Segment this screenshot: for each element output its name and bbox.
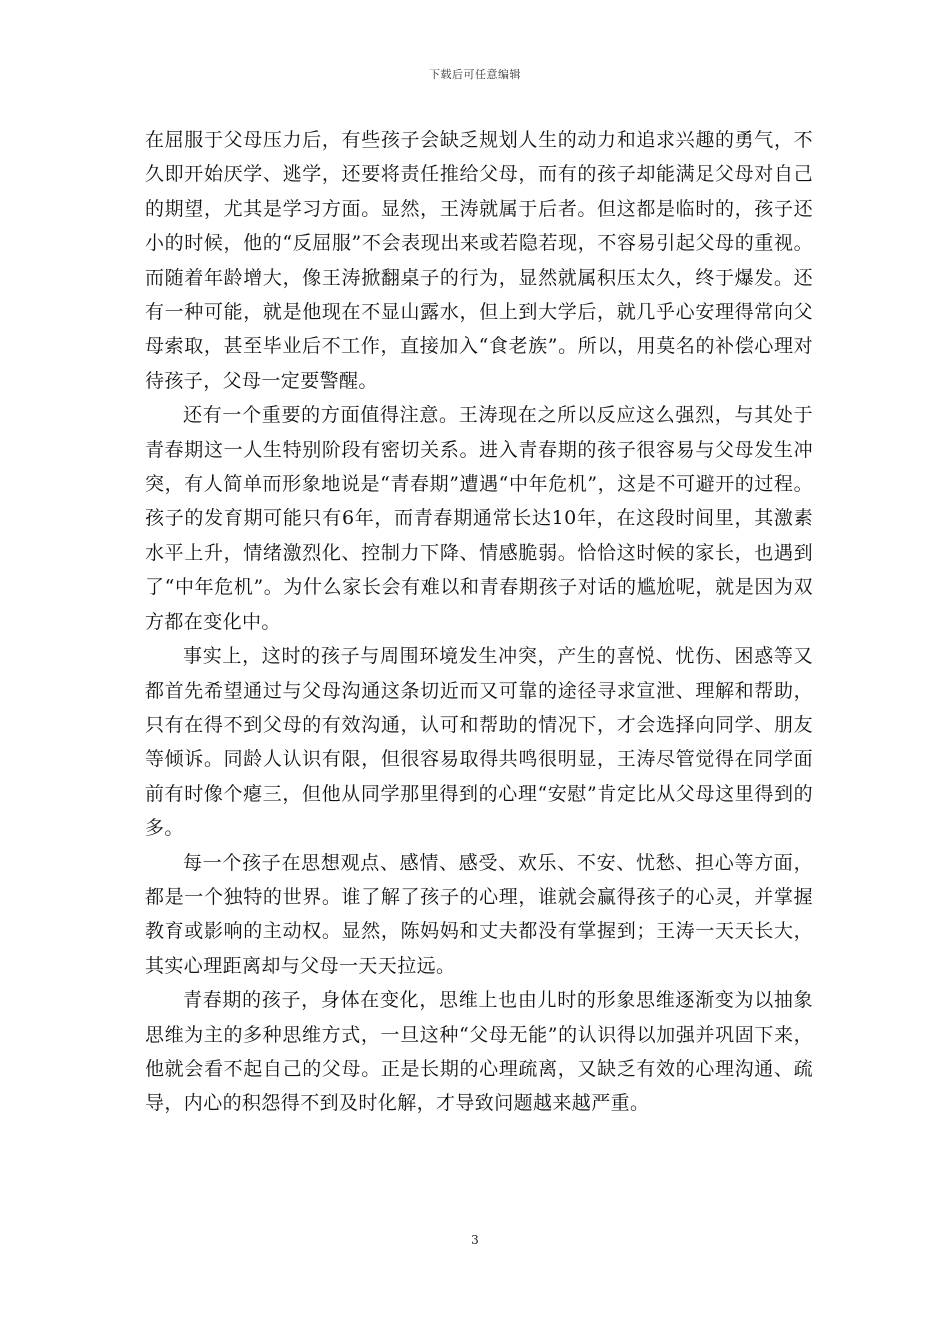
paragraph-4: 每一个孩子在思想观点、感情、感受、欢乐、不安、忧愁、担心等方面，都是一个独特的世界。谁了解了孩子的心理，谁就会赢得孩子的心灵，并掌握教育或影响的主动权。显然，陈妈妈和丈夫都没有掌握到；王涛一天天长大，其实心理距离却与父母一天天拉远。 bbox=[145, 851, 813, 977]
page-header: 下载后可任意编辑 bbox=[429, 68, 521, 81]
paragraph-5: 青春期的孩子，身体在变化，思维上也由儿时的形象思维逐渐变为以抽象思维为主的多种思维方式，一旦这种“父母无能”的认识得以加强并巩固下来，他就会看不起自己的父母。正是长期的心理疏离，又缺乏有效的心理沟通、疏导，内心的积怨得不到及时化解，才导致问题越来越严重。 bbox=[145, 989, 813, 1115]
body-text bbox=[145, 123, 813, 1121]
paragraph-2: 还有一个重要的方面值得注意。王涛现在之所以反应这么强烈，与其处于青春期这一人生特别阶段有密切关系。进入青春期的孩子很容易与父母发生冲突，有人简单而形象地说是“青春期”遭遇“中年危机”，这是不可避开的过程。孩子的发育期可能只有6年，而青春期通常长达10年，在这段时间里，其激素水平上升，情绪激烈化、控制力下降、情感脆弱。恰恰这时候的家长，也遇到了“中年危机”。为什么家长会有难以和青春期孩子对话的尴尬呢，就是因为双方都在变化中。 bbox=[145, 404, 813, 633]
paragraph-3: 事实上，这时的孩子与周围环境发生冲突，产生的喜悦、忧伤、困惑等又都首先希望通过与父母沟通这条切近而又可靠的途径寻求宣泄、理解和帮助，只有在得不到父母的有效沟通，认可和帮助的情况下，才会选择向同学、朋友等倾诉。同龄人认识有限，但很容易取得共鸣很明显，王涛尽管觉得在同学面前有时像个瘪三，但他从同学那里得到的心理“安慰”肯定比从父母这里得到的多。 bbox=[145, 645, 813, 840]
page-number: 3 bbox=[471, 1233, 479, 1247]
paragraph-1: 在屈服于父母压力后，有些孩子会缺乏规划人生的动力和追求兴趣的勇气，不久即开始厌学、逃学，还要将责任推给父母，而有的孩子却能满足父母对自己的期望，尤其是学习方面。显然，王涛就属于后者。但这都是临时的，孩子还小的时候，他的“反屈服”不会表现出来或若隐若现，不容易引起父母的重视。而随着年龄增大，像王涛掀翻桌子的行为，显然就属积压太久，终于爆发。还有一种可能，就是他现在不显山露水，但上到大学后，就几乎心安理得常向父母索取，甚至毕业后不工作，直接加入“食老族”。所以，用莫名的补偿心理对待孩子，父母一定要警醒。 bbox=[145, 129, 813, 392]
